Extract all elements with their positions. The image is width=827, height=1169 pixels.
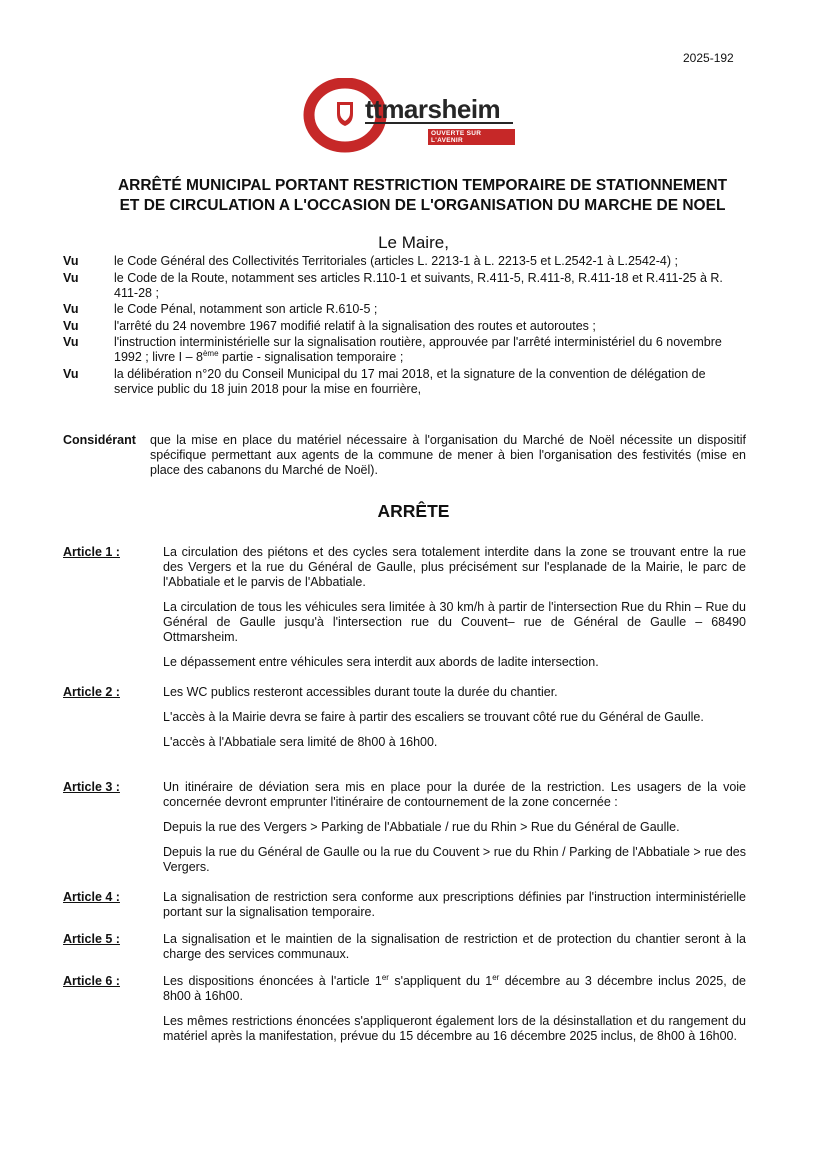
article-label: Article 6 :: [63, 974, 120, 988]
article-paragraph: La circulation des piétons et des cycles sera totalement interdite dans la zone se trouvant entre la rue des Vergers et la rue du Général de Gaulle, plus précisément sur l'esplanade de la Mairie, le parc de l'Abbatiale et le parvis de l'Abbatiale.: [163, 545, 746, 589]
logo-wordmark: ttmarsheim: [365, 94, 501, 124]
article-paragraph: Un itinéraire de déviation sera mis en place pour la durée de la restriction. Les usagers de la voie concernée devront emprunter l'itinéraire de contournement de la zone concernée :: [163, 780, 746, 809]
vu-text: le Code de la Route, notamment ses articles R.110-1 et suivants, R.411-5, R.411-8, R.411-18 et R.411-25 à R. 411-28 ;: [114, 270, 723, 300]
article-body: [163, 974, 746, 1044]
vu-text: [114, 335, 748, 365]
superscript: er: [381, 972, 389, 982]
article-label: Article 4 :: [63, 890, 120, 904]
superscript: ème: [202, 348, 219, 358]
vu-list: [63, 254, 748, 398]
text-part: Les dispositions énoncées à l'article 1: [163, 974, 382, 988]
vu-item: [63, 367, 748, 397]
vu-text: le Code Pénal, notamment son article R.610-5 ;: [114, 302, 378, 316]
vu-item: [63, 254, 748, 269]
article-body: [163, 780, 746, 875]
vu-text-part: partie - signalisation temporaire ;: [218, 350, 404, 364]
vu-item: [63, 271, 748, 301]
article-paragraph: Depuis la rue des Vergers > Parking de l'Abbatiale / rue du Rhin > Rue du Général de Gaulle.: [163, 820, 680, 834]
article-paragraph: L'accès à la Mairie devra se faire à partir des escaliers se trouvant côté rue du Général de Gaulle.: [163, 710, 704, 724]
document-reference: 2025-192: [683, 51, 734, 65]
vu-label: Vu: [63, 318, 79, 333]
vu-text: la délibération n°20 du Conseil Municipal du 17 mai 2018, et la signature de la convention de délégation de service public du 18 juin 2018 pour la mise en fourrière,: [114, 366, 706, 396]
article-6: [63, 974, 746, 1044]
article-3: [63, 780, 746, 875]
vu-label: Vu: [63, 270, 79, 285]
vu-label: Vu: [63, 254, 79, 268]
article-1: [63, 545, 746, 670]
article-paragraph: Les WC publics resteront accessibles durant toute la durée du chantier.: [163, 685, 558, 699]
article-paragraph: Le dépassement entre véhicules sera interdit aux abords de ladite intersection.: [163, 655, 599, 669]
page-title: [55, 176, 790, 216]
article-2: [63, 685, 746, 750]
superscript: er: [492, 972, 500, 982]
text-part: décembre au 3 décembre inclus 2025, de 8h00 à 16h00.: [163, 974, 746, 1003]
article-paragraph: [163, 974, 746, 1004]
vu-text: le Code Général des Collectivités Territoriales (articles L. 2213-1 à L. 2213-5 et L.2542-1 à L.2542-4) ;: [114, 254, 678, 268]
article-paragraph: Depuis la rue du Général de Gaulle ou la rue du Couvent > rue du Rhin / Parking de l'Abbatiale > rue des Vergers.: [163, 845, 746, 874]
vu-label: Vu: [63, 335, 79, 349]
article-5: [63, 932, 746, 962]
article-body: [163, 685, 746, 750]
article-4: [63, 890, 746, 920]
vu-item: [63, 319, 748, 334]
text-part: s'appliquent du 1: [388, 974, 493, 988]
considerant-label: Considérant: [63, 433, 136, 447]
article-label: Article 2 :: [63, 685, 120, 699]
vu-text: l'arrêté du 24 novembre 1967 modifié relatif à la signalisation des routes et autoroutes ;: [114, 318, 596, 333]
article-body: [163, 932, 746, 962]
article-paragraph: La signalisation de restriction sera conforme aux prescriptions définies par l'instruction interministérielle portant sur la signalisation temporaire.: [163, 890, 746, 919]
article-paragraph: La circulation de tous les véhicules sera limitée à 30 km/h à partir de l'intersection Rue du Rhin – Rue du Général de Gaulle jusqu'à l'intersection rue du Couvent– rue de Général de Gaulle – 68490 Ottmarsheim.: [163, 600, 746, 644]
article-paragraph: La signalisation et le maintien de la signalisation de restriction et de protection du chantier seront à la charge des services communaux.: [163, 932, 746, 961]
vu-item: [63, 302, 748, 317]
article-label: Article 1 :: [63, 545, 120, 559]
ottmarsheim-logo: [303, 78, 515, 154]
arrete-heading: ARRÊTE: [377, 501, 450, 521]
le-maire-heading: Le Maire,: [378, 233, 449, 252]
article-label: Article 5 :: [63, 932, 120, 946]
considerant-block: [63, 433, 746, 478]
title-line-1: ARRÊTÉ MUNICIPAL PORTANT RESTRICTION TEMPORAIRE DE STATIONNEMENT: [117, 177, 728, 194]
article-label: Article 3 :: [63, 780, 120, 794]
considerant-text: que la mise en place du matériel nécessaire à l'organisation du Marché de Noël nécessite un dispositif spécifique permettant aux agents de la commune de mener à bien l'organisation des festivités (mise en place des cabanons du Marché de Noël).: [150, 433, 746, 477]
article-paragraph: L'accès à l'Abbatiale sera limité de 8h00 à 16h00.: [163, 735, 438, 749]
vu-text-part: l'instruction interministérielle sur la signalisation routière, approuvée par l'arrêté interministériel du 6 novembre 1992 ; livre I – 8: [114, 335, 722, 364]
vu-label: Vu: [63, 366, 79, 381]
logo-tagline: OUVERTE SUR L'AVENIR: [428, 129, 515, 145]
vu-label: Vu: [63, 302, 79, 316]
article-body: [163, 545, 746, 670]
article-paragraph: Les mêmes restrictions énoncées s'appliqueront également lors de la désinstallation et du rangement du matériel après la manifestation, prévue du 15 décembre au 16 décembre 2025 inclus, de 8h00 à 16h00.: [163, 1014, 746, 1043]
article-body: [163, 890, 746, 920]
vu-item: [63, 335, 748, 365]
title-line-2: ET DE CIRCULATION A L'OCCASION DE L'ORGANISATION DU MARCHE DE NOEL: [119, 197, 726, 214]
